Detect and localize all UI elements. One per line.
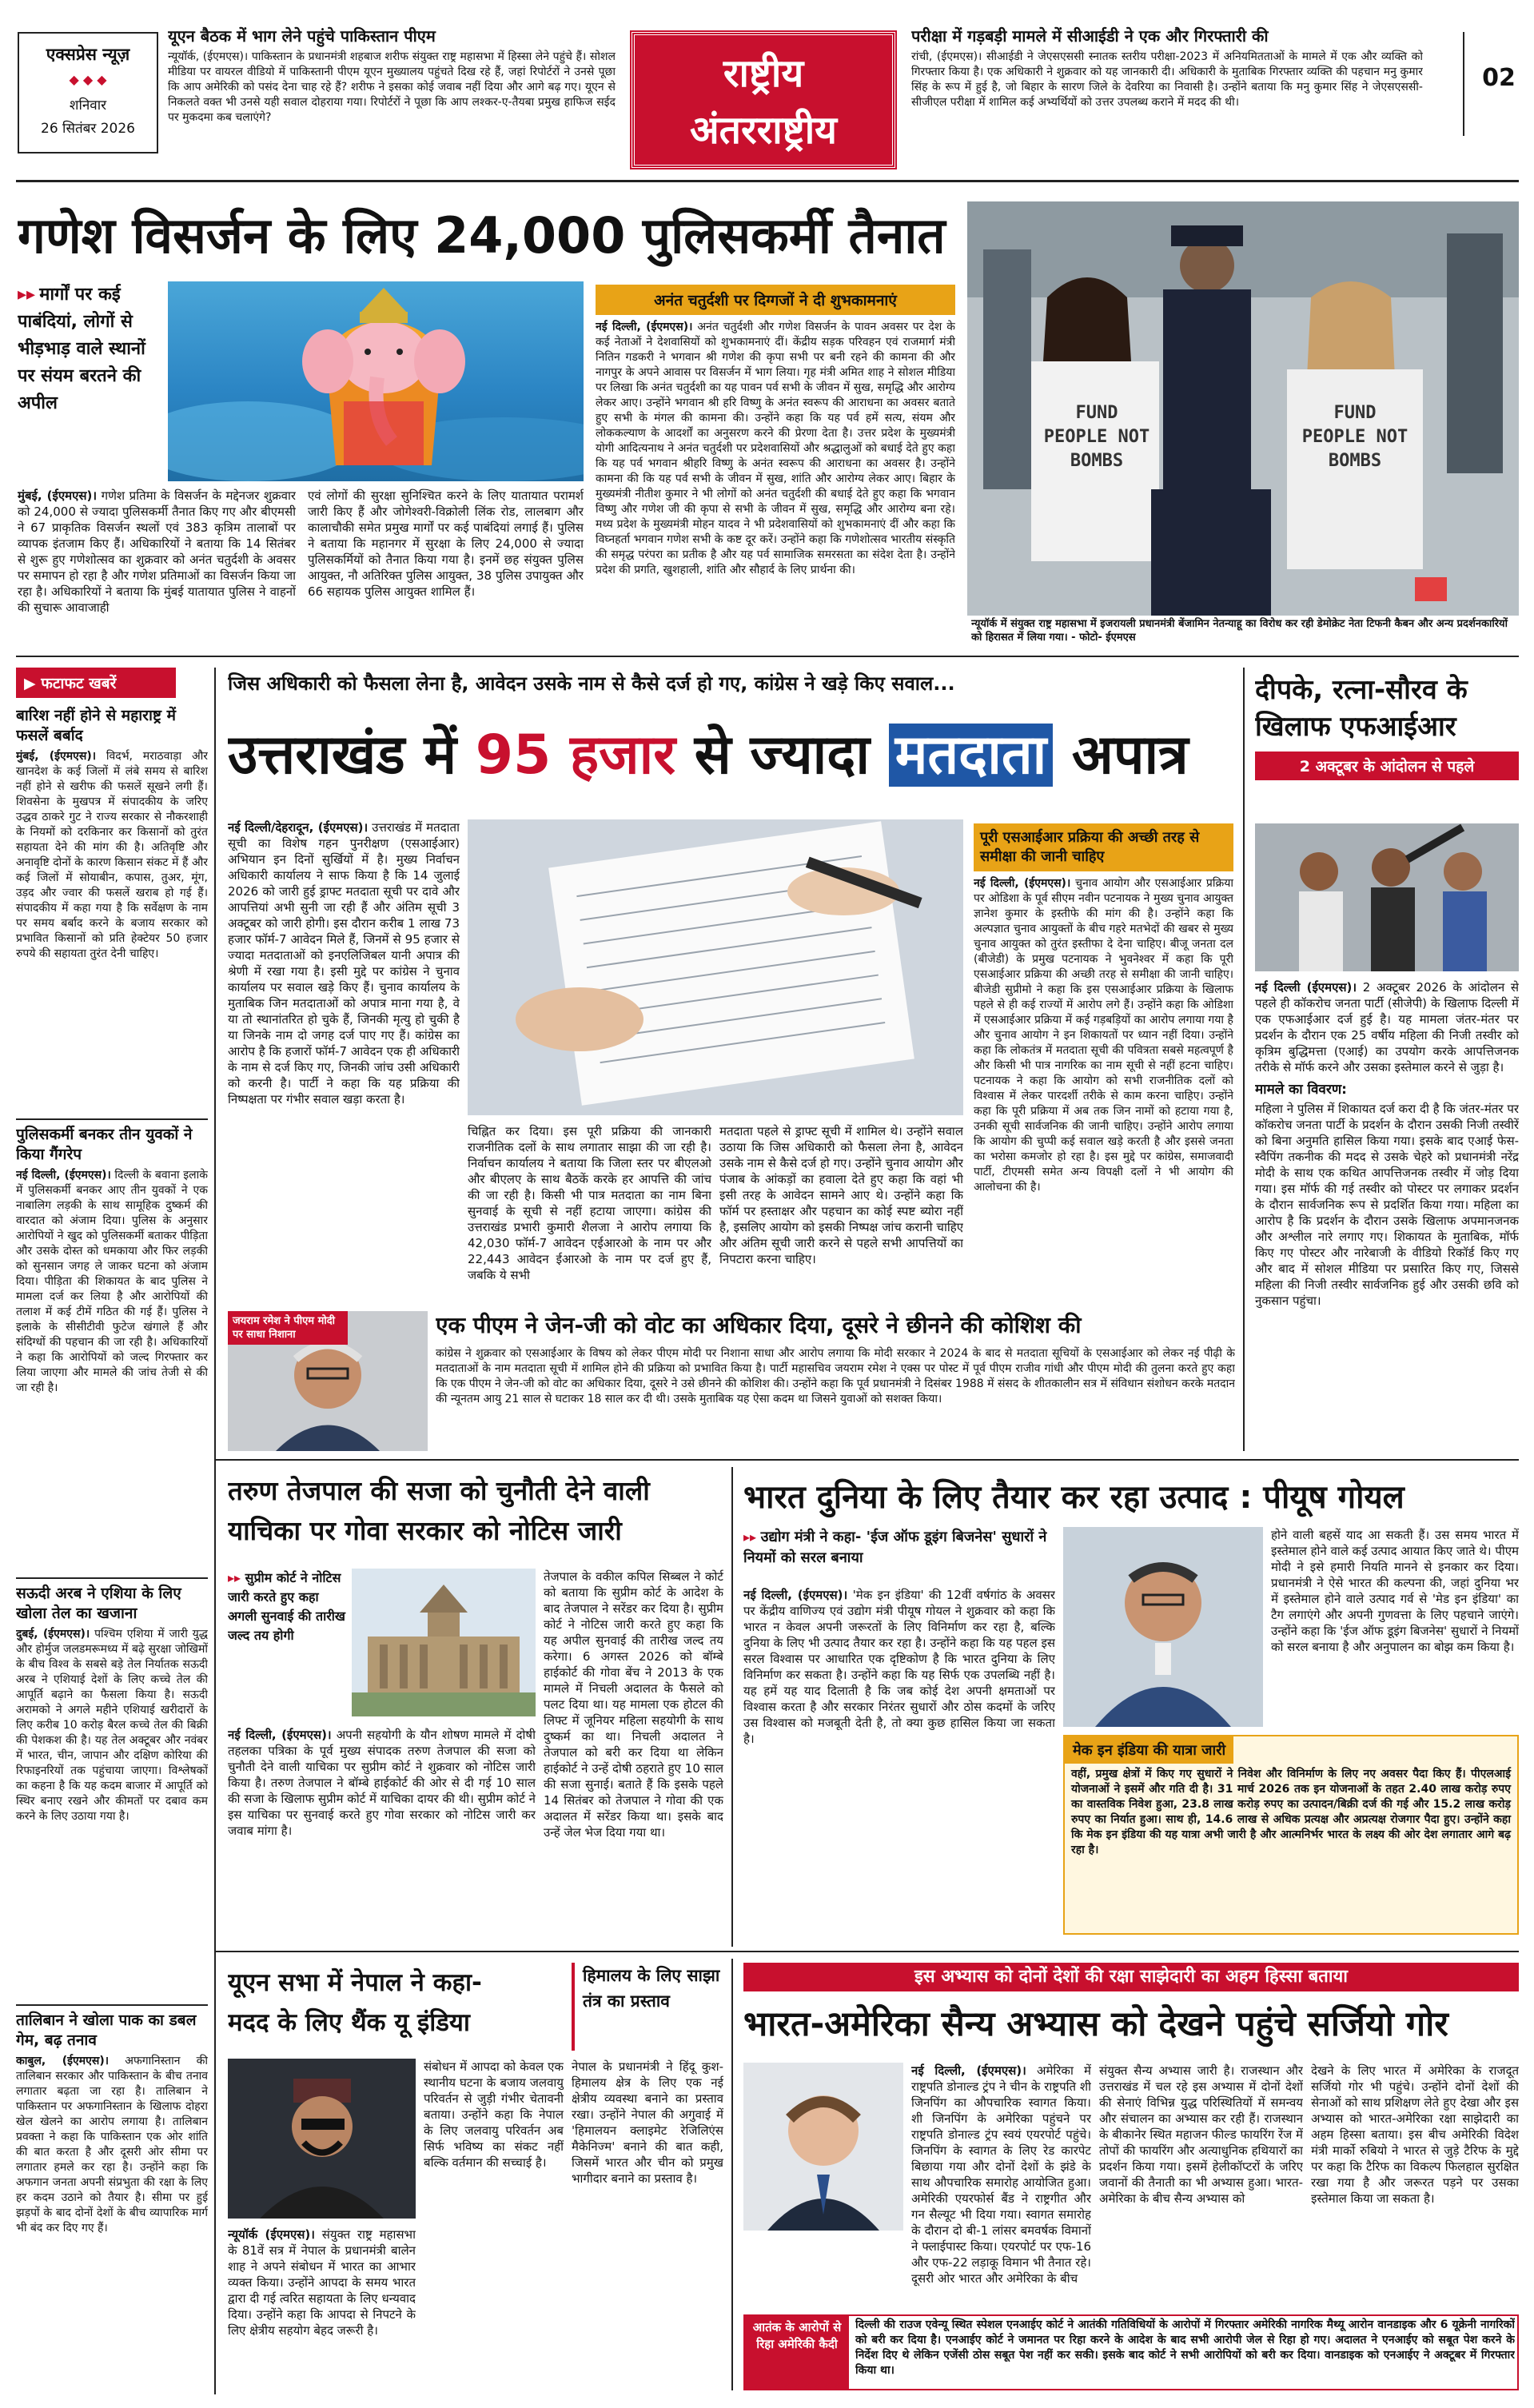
tejpal-body1: अपनी सहयोगी के यौन शोषण मामले में दोषी तहलका पत्रिका के पूर्व मुख्य संपादक तरुण तेजपाल की सजा को चुनौती देने वाली याचिका पर सुप्रीम कोर्ट ने शुक्रवार को नोटिस जारी किया है। तरुण तेजपाल ने बॉम्बे हाईकोर्ट की ओर से दी गई 10 साल की सजा के खिलाफ सुप्रीम कोर्ट में याचिका दायर की थी। सुप्रीम कोर्ट ने इस याचिका पर सुनवाई करते हुए गोवा सरकार को नोटिस जारी कर जवाब मांगा है। bbox=[228, 1728, 536, 1838]
fatafat-item-2-body: दिल्ली के बवाना इलाके में पुलिसकर्मी बनकर आए तीन युवकों ने एक नाबालिग लड़की के साथ सामूहिक दुष्कर्म की वारदात को अंजाम दिया। पुलिस के अनुसार आरोपियों ने खुद को पुलिसकर्मी बताकर पीड़िता और उसके दोस्त को धमकाया और फिर लड़की को सुनसान जगह ले जाकर घटना को अंजाम दिया। पीड़िता की शिकायत के बाद पुलिस ने मामला दर्ज कर लिया है और आरोपियों की तलाश में कई टीमें गठित की गई हैं। पुलिस ने इलाके के सीसीटीवी फुटेज खंगाले हैं और संदिग्धों की पहचान की जा रही है। अधिकारियों ने कहा कि आरोपियों को जल्द गिरफ्तार कर लिया जाएगा और मामले की जांच तेजी से की जा रही है। bbox=[16, 1169, 208, 1394]
nepal-side-headline bbox=[572, 1963, 723, 2051]
goyal-dateline: नई दिल्ली, (ईएमएस)। bbox=[743, 1588, 848, 1602]
nepal-side-headline-text: हिमालय के लिए साझा तंत्र का प्रस्ताव bbox=[583, 1966, 720, 2011]
tejpal-body-col1 bbox=[228, 1727, 536, 1935]
gor-dateline: नई दिल्ली, (ईएमएस)। bbox=[911, 2063, 1026, 2078]
uttarakhand-headline-d: मतदाता bbox=[889, 724, 1054, 787]
top-right-brief-body: रांची, (ईएमएस)। सीआईडी ने जेएसएससी स्नातक स्तरीय परीक्षा-2023 में अनियमितताओं के मामले में एक और व्यक्ति को गिरफ्तार किया है। एक अधिकारी ने शुक्रवार को यह जानकारी दी। अधिकारी के मुताबिक गिरफ्तार व्यक्ति की पहचान मनु कुमार सिंह के रूप में हुई है, जो बिहार के सारण जिले के देवरिया का निवासी है। उन्होंने बताया कि मनु कुमार सिंह ने जेएसएससी-सीजीएल परीक्षा में शामिल कई अभ्यर्थियों को उत्तर उपलब्ध कराने में मदद की थी। bbox=[911, 50, 1423, 109]
voter-form-photo bbox=[468, 819, 963, 1115]
uttarakhand-headline-c: से ज्यादा bbox=[694, 724, 871, 787]
jairam-photo-label: जयराम रमेश ने पीएम मोदी पर साधा निशाना bbox=[228, 1311, 348, 1345]
ganesh-idol-photo bbox=[168, 281, 584, 481]
ganesh-dateline: मुंबई, (ईएमएस)। bbox=[18, 488, 98, 503]
top-right-brief-headline: परीक्षा में गड़बड़ी मामले में सीआईडी ने एक और गिरफ्तारी की bbox=[911, 26, 1269, 46]
tejpal-body2: तेजपाल के वकील कपिल सिब्बल ने कोर्ट को बताया कि सुप्रीम कोर्ट के आदेश के बाद तेजपाल ने सरेंडर कर दिया है। सुप्रीम कोर्ट ने नोटिस जारी करते हुए कहा कि यह अपील सुनवाई की तारीख जल्द तय करेगा। 6 अगस्त 2026 को बॉम्बे हाईकोर्ट की गोवा बेंच ने 2013 के एक मामले में निचली अदालत के फैसले को पलट दिया था। यह मामला एक होटल की लिफ्ट में जूनियर महिला सहयोगी के साथ दुष्कर्म का था। निचली अदालत ने तेजपाल को बरी कर दिया था लेकिन हाईकोर्ट ने उन्हें दोषी ठहराते हुए 10 साल की सजा सुनाई। बताते हैं कि इसके पहले 14 सितंबर को तेजपाल ने गोवा की एक अदालत में सरेंडर किया था। इसके बाद उन्हें जेल भेज दिया गया था। bbox=[544, 1569, 723, 1840]
arrow-icon: ▸▸ bbox=[743, 1529, 761, 1545]
paper-name: एक्सप्रेस न्यूज़ bbox=[46, 45, 130, 64]
sergio-gor-photo bbox=[743, 2063, 903, 2231]
anant-headline: अनंत चतुर्दशी पर दिग्गजों ने दी शुभकामनाएं bbox=[596, 285, 955, 315]
fatafat-item-4-dateline: काबुल, (ईएमएस)। bbox=[16, 2055, 110, 2067]
fatafat-column bbox=[16, 668, 208, 2390]
tejpal-sidebar-text: सुप्रीम कोर्ट ने नोटिस जारी करते हुए कहा अगली सुनवाई की तारीख जल्द तय होगी bbox=[228, 1570, 345, 1643]
fatafat-item-3-dateline: दुबई, (ईएमएस)। bbox=[16, 1628, 90, 1641]
nepal-headline-line1: यूएन सभा में नेपाल ने कहा- bbox=[228, 1968, 482, 1997]
top-left-brief-headline: यूएन बैठक में भाग लेने पहुंचे पाकिस्तान पीएम bbox=[168, 26, 436, 46]
deepak-headline-block bbox=[1255, 672, 1519, 815]
goyal-portrait-illustration bbox=[1063, 1527, 1263, 1727]
balen-shah-portrait-illustration bbox=[228, 2059, 416, 2219]
goyal-body1: 'मेक इन इंडिया' की 12वीं वर्षगांठ के अवसर पर केंद्रीय वाणिज्य एवं उद्योग मंत्री पीयूष गोयल ने शुक्रवार को कहा कि भारत न केवल अपनी जरूरतों के लिए विनिर्माण कर रहा है, बल्कि दुनिया के लिए भी उत्पाद तैयार कर रहा है। उन्होंने कहा कि यह पहल इस सरल विश्वास पर आधारित एक दृष्टिकोण है कि भारत दुनिया के लिए विनिर्माण कर सकता है। उन्होंने कहा कि यह सिर्फ एक उपलब्धि नहीं है। यह हमें यह याद दिलाती है कि जब कोई देश अपनी क्षमताओं पर विश्वास करता है और सरकार निरंतर सुधारों और ठोस कदमों के जरिए उस विश्वास को मजबूती देती है, तो क्या कुछ हासिल किया जा सकता है। bbox=[743, 1588, 1055, 1746]
goyal-headline: भारत दुनिया के लिए तैयार कर रहा उत्पाद : पीयूष गोयल bbox=[743, 1479, 1405, 1516]
deepak-strap: 2 अक्टूबर के आंदोलन से पहले bbox=[1255, 752, 1519, 780]
gor-body2: संयुक्त सैन्य अभ्यास जारी है। राजस्थान और उत्तराखंड में चल रहे इस अभ्यास में दोनों देशों की सेनाएं विभिन्न युद्ध परिस्थितियों में समन्वय और संचालन का अभ्यास कर रही हैं। राजस्थान के बीकानेर स्थित महाजन फील्ड फायरिंग रेंज में तोपों की फायरिंग और अत्याधुनिक हथियारों का प्रदर्शन किया गया। इसमें हेलीकॉप्टरों के जरिए जवानों की तैनाती का भी अभ्यास हुआ। भारत-अमेरिका के बीच सैन्य अभ्यास को bbox=[1099, 2063, 1303, 2206]
fatafat-item-3-body: पश्चिम एशिया में जारी युद्ध और होर्मुज जलडमरूमध्य में बढ़े सुरक्षा जोखिमों के बीच विश्व के सबसे बड़े तेल निर्यातक सऊदी अरब ने एशियाई देशों के लिए कच्चे तेल की आपूर्ति बढ़ाने का फैसला किया है। सऊदी अरामको ने अगले महीने एशियाई खरीदारों के लिए करीब 10 करोड़ बैरल कच्चे तेल की बिक्री की पेशकश की है। यह तेल अक्टूबर और नवंबर में भारत, चीन, जापान और दक्षिण कोरिया की रिफाइनरियों तक पहुंचाया जाएगा। विश्लेषकों का कहना है कि यह कदम बाजार में आपूर्ति को स्थिर बनाए रखने और कीमतों पर दबाव कम करने के लिए उठाया गया है। bbox=[16, 1628, 208, 1823]
issue-day: शनिवार bbox=[69, 98, 107, 114]
ganesh-sidebar-text: मार्गों पर कई पाबंदियां, लोगों से भीड़भाड़ वाले स्थानों पर संयम बरतने की अपील bbox=[18, 285, 145, 413]
sergio-gor-portrait-illustration bbox=[743, 2063, 903, 2231]
uttarakhand-headline bbox=[228, 716, 1227, 803]
deepak-headline-line1: दीपके, रत्ना-सौरव के bbox=[1255, 674, 1468, 706]
uttarakhand-body3: मतदाता पहले से ड्राफ्ट सूची में शामिल थे। उन्होंने सवाल उठाया कि जिस अधिकारी को फैसला लेना है, आवेदन उसके नाम से कैसे दर्ज हो गए। उन्होंने चुनाव आयोग और पंजाब के आंकड़ों का हवाला देते हुए कहा कि वहां भी इसी तरह के आवेदन सामने आए थे। उन्होंने कहा कि फॉर्म पर हस्ताक्षर और पहचान का कोई स्पष्ट ब्योरा नहीं है, इसलिए आयोग को इसकी निष्पक्ष जांच करानी चाहिए और अंतिम सूची जारी करने से पहले सभी आपत्तियों का निपटारा करना चाहिए। bbox=[719, 1124, 963, 1266]
anant-body: अनंत चतुर्दशी और गणेश विसर्जन के पावन अवसर पर देश के कई नेताओं ने देशवासियों को शुभकामनाएं दीं। केंद्रीय सड़क परिवहन एवं राजमार्ग मंत्री नितिन गडकरी ने भगवान श्री गणेश की कृपा सभी पर बनी रहने की कामना की और नागपुर के अपने आवास पर विसर्जन में भाग लिया। गृह मंत्री अमित शाह ने सोशल मीडिया पर लिखा कि अनंत चतुर्दशी का यह पावन पर्व सभी के जीवन में सुख, समृद्धि और आरोग्य लेकर आए। उन्होंने भगवान श्री हरि विष्णु के अनंत स्वरूप की आराधना का अवसर बताते हुए सभी के मंगल की कामना की। उन्होंने कहा कि यह पर्व हमें सत्य, संयम और लोककल्याण के आदर्शों का अनुसरण करने की प्रेरणा देता है। उत्तर प्रदेश के मुख्यमंत्री योगी आदित्यनाथ ने अनंत चतुर्दशी पर प्रदेशवासियों और श्रद्धालुओं को बधाई देते हुए कहा कि यह पर्व भगवान श्रीहरि विष्णु के अनंत स्वरूप की आराधना का अवसर है। उन्होंने कामना की कि यह पर्व सभी के जीवन में सुख, शांति और आरोग्य लेकर आए। बिहार के मुख्यमंत्री नीतीश कुमार ने भी लोगों को अनंत चतुर्दशी की बधाई देते हुए कहा कि भगवान विष्णु और गणेश जी की कृपा से सभी के जीवन में सुख, समृद्धि और आरोग्य बना रहे। मध्य प्रदेश के मुख्यमंत्री मोहन यादव ने भी प्रदेशवासियों को शुभकामनाएं दीं और कहा कि विघ्नहर्ता भगवान गणेश सभी के कष्ट दूर करें। उन्होंने कहा कि गणेशोत्सव भारतीय संस्कृति की समृद्ध परंपरा का प्रतीक है और यह पर्व सामाजिक समरसता का संदेश देता है। उन्होंने प्रदेश की प्रगति, खुशहाली, शांति और सौहार्द के लिए प्रार्थना की। bbox=[596, 321, 955, 576]
ganesh-body-col1 bbox=[18, 488, 296, 648]
fatafat-item-2-headline: पुलिसकर्मी बनकर तीन युवकों ने किया गैंगरेप bbox=[16, 1126, 193, 1163]
nepal-headline-line2: मदद के लिए थैंक यू इंडिया bbox=[228, 2008, 470, 2037]
deepak-dateline: नई दिल्ली (ईएमएस)। bbox=[1255, 980, 1357, 995]
gor-kicker: इस अभ्यास को दोनों देशों की रक्षा साझेदारी का अहम हिस्सा बताया bbox=[743, 1963, 1519, 1991]
tejpal-sidebar bbox=[228, 1569, 348, 1720]
gor-body3: देखने के लिए भारत में अमेरिका के राजदूत सर्जियो गोर भी पहुंचे। उन्होंने दोनों देशों की सेनाओं को साथ प्रशिक्षण लेते हुए देखा और इस अभ्यास को भारत-अमेरिका रक्षा साझेदारी का अहम हिस्सा बताया। इस बीच अमेरिकी विदेश मंत्री मार्को रुबियो ने भारत से जुड़े टैरिफ के मुद्दे पर कहा कि टैरिफ का विकल्प फिलहाल सुरक्षित रखा गया है और जरूरत पड़ने पर उसका इस्तेमाल किया जा सकता है। bbox=[1311, 2063, 1519, 2206]
nepal-body-col1 bbox=[228, 2227, 416, 2386]
uttarakhand-headline-e: अपात्र bbox=[1071, 724, 1189, 787]
goyal-box-body: वहीं, प्रमुख क्षेत्रों में किए गए सुधारों ने निवेश और विनिर्माण के लिए नए अवसर पैदा किए हैं। पीएलआई योजनाओं ने इसमें और गति दी है। 31 मार्च 2026 तक इन योजनाओं के तहत 2.40 लाख करोड़ रुपए का वास्तविक निवेश हुआ, 23.8 लाख करोड़ रुपए का उत्पादन/बिक्री दर्ज की गई और 15.2 लाख करोड़ रुपए का निर्यात हुआ। साथ ही, 14.6 लाख से अधिक प्रत्यक्ष और अप्रत्यक्ष रोजगार पैदा हुए। उन्होंने कहा कि मेक इन इंडिया की यह यात्रा अभी जारी है और आत्मनिर्भर भारत के लक्ष्य की ओर देश लगातार आगे बढ़ रहा है। bbox=[1071, 1768, 1511, 1856]
page-number: 02 bbox=[1482, 64, 1516, 92]
uttarakhand-dateline: नई दिल्ली/देहरादून, (ईएमएस)। bbox=[228, 820, 369, 835]
sir-sidebar-dateline: नई दिल्ली, (ईएमएस)। bbox=[974, 877, 1071, 890]
anant-body-wrap bbox=[596, 320, 955, 578]
ganesh-sidebar bbox=[18, 281, 161, 481]
section-title-line2: अंतरराष्ट्रीय bbox=[689, 108, 838, 153]
uttarakhand-body1: उत्तराखंड में मतदाता सूची का विशेष गहन पुनरीक्षण (एसआईआर) अभियान इन दिनों सुर्खियों में है। मुख्य निर्वाचन अधिकारी कार्यालय ने साफ किया है कि 14 जुलाई 2026 को जारी हुई ड्राफ्ट मतदाता सूची पर दावे और आपत्तियां अभी सुनी जा रही हैं और अंतिम सूची 3 अक्टूबर को जारी होगी। इस दौरान करीब 1 लाख 73 हजार फॉर्म-7 आवेदन मिले हैं, जिनमें से 95 हजार से ज्यादा मतदाताओं को इनएलिजिबल यानी अपात्र की श्रेणी में रखा गया है। इसी मुद्दे पर कांग्रेस ने चुनाव कार्यालय पर सवाल खड़े किए हैं। चुनाव कार्यालय के मुताबिक जिन मतदाताओं को अपात्र माना गया है, वे या तो स्थानांतरित हो चुके हैं, जिनकी मृत्यु हो चुकी है या जिनके नाम दो जगह दर्ज पाए गए हैं। कांग्रेस का आरोप है कि हजारों फॉर्म-7 आवेदन एक ही अधिकारी के नाम से दर्ज किए गए, जिनकी जांच उसी अधिकारी को करनी है। पार्टी ने कहा कि यह प्रक्रिया की निष्पक्षता पर गंभीर सवाल खड़ा करता है। bbox=[228, 820, 460, 1106]
section-title-line1: राष्ट्रीय bbox=[723, 51, 804, 96]
fatafat-item-4-headline: तालिबान ने खोला पाक का डबल गेम, बढ़ तनाव bbox=[16, 2011, 197, 2049]
goyal-make-in-india-box bbox=[1063, 1735, 1519, 1935]
gor-prisoner-box bbox=[743, 2314, 1519, 2390]
tejpal-headline bbox=[228, 1471, 723, 1559]
uttarakhand-kicker: जिस अधिकारी को फैसला लेना है, आवेदन उसके नाम से कैसे दर्ज हो गए, कांग्रेस ने खड़े किए सवाल... bbox=[228, 672, 955, 695]
fatafat-item-3 bbox=[16, 1584, 208, 1999]
goyal-body-col2 bbox=[1271, 1527, 1519, 1727]
masthead-divider bbox=[16, 180, 1519, 182]
gor-body-col3 bbox=[1311, 2063, 1519, 2310]
ganesh-idol-illustration bbox=[168, 281, 584, 481]
ganesh-body-col2 bbox=[308, 488, 584, 648]
tejpal-headline-line1: तरुण तेजपाल की सजा को चुनौती देने वाली bbox=[228, 1475, 650, 1506]
deepak-body bbox=[1255, 979, 1519, 1451]
deepak-protest-illustration bbox=[1255, 823, 1519, 971]
jairam-headline: एक पीएम ने जेन-जी को वोट का अधिकार दिया, दूसरे ने छीनने की कोशिश की bbox=[436, 1312, 1082, 1338]
protest-photo bbox=[967, 201, 1519, 616]
arrow-icon: ▸▸ bbox=[18, 285, 36, 305]
goyal-body2: होने वाली बहसें याद आ सकती हैं। उस समय भारत में इस्तेमाल होने वाले कई उत्पाद आयात किए जाते थे। पीएम मोदी ने इसे हमारी नियति मानने से इनकार कर दिया। प्रधानमंत्री ने ऐसे भारत की कल्पना की, जहां दुनिया भर में इस्तेमाल होने वाले उत्पाद गर्व से 'मेड इन इंडिया' का टैग लगाएंगे और अपनी गुणवत्ता के लिए पहचाने जाएंगे। उन्होंने कहा कि 'ईज ऑफ डूइंग बिजनेस' सुधारों ने नियमों को सरल बनाया है और अनुपालन का बोझ कम किया है। bbox=[1271, 1528, 1519, 1654]
uttarakhand-body-col2 bbox=[468, 1123, 711, 1299]
protest-photo-caption: न्यूयॉर्क में संयुक्त राष्ट्र महासभा में इजरायली प्रधानमंत्री बेंजामिन नेतन्याहू का विरोध कर रही डेमोक्रेट नेता टिफनी कैबन और अन्य प्रदर्शनकारियों को हिरासत में लिया गया। - फोटो- ईएमएस bbox=[971, 618, 1508, 644]
fatafat-item-3-headline: सऊदी अरब ने एशिया के लिए खोला तेल का खजाना bbox=[16, 1585, 181, 1622]
sir-sidebar-body: चुनाव आयोग और एसआईआर प्रक्रिया पर ओडिशा के पूर्व सीएम नवीन पटनायक ने मुख्य चुनाव आयुक्त ज्ञानेश कुमार के इस्तीफे की मांग की है। उन्होंने कहा कि अल्पज्ञात चुनाव आयुक्तों के बीच गहरे मतभेदों की खबर से मुख्य चुनाव आयुक्त को तुरंत इस्तीफा दे देना चाहिए। बीजू जनता दल (बीजेडी) के प्रमुख पटनायक ने भुवनेश्वर में कहा कि पूरी एसआईआर प्रक्रिया की अच्छी तरह से समीक्षा की जानी चाहिए। बीजेडी सुप्रीमो ने कहा कि इस एसआईआर प्रक्रिया के खिलाफ पहले से ही कई राज्यों में आरोप लगे हैं। उन्होंने कहा कि ओडिशा में एसआईआर प्रक्रिया में कई गड़बड़ियों का आरोप लगाया गया है और चुनाव आयोग ने इन शिकायतों पर ध्यान नहीं दिया। उन्होंने कहा कि लोकतंत्र में मतदाता सूची की पवित्रता सबसे महत्वपूर्ण है और किसी भी पात्र नागरिक का नाम सूची से नहीं हटना चाहिए। पटनायक ने कहा कि आयोग को सभी राजनीतिक दलों को विश्वास में लेकर पारदर्शी तरीके से काम करना चाहिए। उन्होंने कहा कि पूरी प्रक्रिया में अब तक जिन नामों को हटाया गया है, उनकी सूची सार्वजनिक की जानी चाहिए। उन्होंने आरोप लगाया कि आयोग की चुप्पी कई सवाल खड़े करती है और इससे जनता का भरोसा कमजोर हो रहा है। इस मुद्दे पर कांग्रेस, समाजवादी पार्टी, टीएमसी समेत अन्य विपक्षी दलों ने भी आयोग की आलोचना की है। bbox=[974, 877, 1233, 1194]
sir-sidebar-headline: पूरी एसआईआर प्रक्रिया की अच्छी तरह से समीक्षा की जानी चाहिए bbox=[974, 823, 1233, 871]
nepal-body3: नेपाल के प्रधानमंत्री ने हिंदू कुश-हिमालय क्षेत्र के लिए एक नई क्षेत्रीय व्यवस्था बनाने का प्रस्ताव रखा। उन्होंने नेपाल की अगुवाई में 'हिमालयन क्लाइमेट रेजिलिएंस मैकेनिज्म' बनाने की बात कही, जिसमें भारत और चीन को प्रमुख भागीदार बनाने का प्रस्ताव है। bbox=[572, 2059, 723, 2186]
issue-date: 26 सितंबर 2026 bbox=[41, 121, 135, 137]
top-right-brief bbox=[911, 26, 1423, 163]
uttarakhand-body2: चिह्नित कर दिया। इस पूरी प्रक्रिया की जानकारी राजनीतिक दलों के साथ लगातार साझा की जा रही है। निर्वाचन कार्यालय ने बताया कि जिला स्तर पर बीएलओ और बीएलए के साथ बैठकें करके हर आपत्ति की जांच की जा रही है। किसी भी पात्र मतदाता का नाम बिना सुनवाई के सूची से नहीं हटाया जाएगा। कांग्रेस की उत्तराखंड प्रभारी कुमारी शैलजा ने आरोप लगाया कि 42,030 फॉर्म-7 आवेदन एईआरओ के नाम पर और 22,443 आवेदन ईआरओ के नाम पर दर्ज हुए हैं, जबकि ये सभी bbox=[468, 1124, 711, 1282]
top-left-brief-body: न्यूयॉर्क, (ईएमएस)। पाकिस्तान के प्रधानमंत्री शहबाज शरीफ संयुक्त राष्ट्र महासभा में हिस्सा लेने पहुंचे हैं। सोशल मीडिया पर वायरल वीडियो में पाकिस्तानी पीएम यूएन मुख्यालय पहुंचते दिख रहे हैं, जहां रिपोर्टरों ने उनसे पूछा कि आप अमेरिकी को पसंद देना चाह रहे हैं? शरीफ ने इसका कोई जवाब नहीं दिया और आगे बढ़ गए। यूएन से निकलते वक्त भी उनसे यही सवाल दोहराया गया। रिपोर्टरों ने पूछा कि आप लश्कर-ए-तैयबा प्रमुख हाफिज सईद पर मुकदमा कब चलाएंगे? bbox=[168, 50, 616, 124]
uttarakhand-body-col3 bbox=[719, 1123, 963, 1299]
tejpal-dateline: नई दिल्ली, (ईएमएस)। bbox=[228, 1728, 332, 1742]
nepal-body2: संबोधन में आपदा को केवल एक स्थानीय घटना के बजाय जलवायु परिवर्तन से जुड़ी गंभीर चेतावनी बताया। उन्होंने कहा कि नेपाल के लिए जलवायु परिवर्तन अब सिर्फ भविष्य का संकट नहीं बल्कि वर्तमान की सच्चाई है। bbox=[424, 2059, 564, 2170]
deepak-body1: 2 अक्टूबर 2026 के आंदोलन से पहले ही कॉकरोच जनता पार्टी (सीजेपी) के खिलाफ दिल्ली में एक एफआईआर दर्ज हुई है। यह मामला जंतर-मंतर पर प्रदर्शन के दौरान एक 25 वर्षीय महिला की निजी तस्वीर को कृत्रिम बुद्धिमत्ता (एआई) का उपयोग करके आपत्तिजनक तरीके से मॉर्फ करने और उसका इस्तेमाल करने से जुड़ा है। bbox=[1255, 980, 1519, 1074]
deepak-headline-line2: खिलाफ एफआईआर bbox=[1255, 711, 1456, 743]
shirt-text-left: FUND PEOPLE NOT BOMBS bbox=[1043, 403, 1150, 471]
goyal-photo bbox=[1063, 1527, 1263, 1727]
anant-dateline: नई दिल्ली, (ईएमएस)। bbox=[596, 321, 693, 333]
ganesh-body2: एवं लोगों की सुरक्षा सुनिश्चित करने के लिए यातायात परामर्श जारी किए हैं और जोगेश्वरी-विक्रोली लिंक रोड, लालबाग और कालाचौकी समेत प्रमुख मार्गों पर कई पाबंदियां लगाई हैं। पुलिस ने बताया कि महानगर में सुरक्षा के लिए 24,000 से ज्यादा पुलिसकर्मियों को तैनात किया गया है। इनमें छह संयुक्त पुलिस आयुक्त, नौ अतिरिक्त पुलिस आयुक्त, 38 पुलिस उपायुक्त और 66 सहायक पुलिस आयुक्त शामिल हैं। bbox=[308, 488, 584, 599]
nepal-dateline: न्यूयॉर्क (ईएमएस)। bbox=[228, 2227, 315, 2242]
fatafat-item-2 bbox=[16, 1125, 208, 1573]
uttarakhand-headline-b: 95 हजार bbox=[475, 724, 676, 787]
supreme-court-photo bbox=[352, 1569, 536, 1716]
fatafat-item-4 bbox=[16, 2011, 208, 2390]
fatafat-item-1 bbox=[16, 706, 208, 1114]
fatafat-item-4-body: अफगानिस्तान की तालिबान सरकार और पाकिस्तान के बीच तनाव लगातार बढ़ता जा रहा है। तालिबान ने पाकिस्तान पर अफगानिस्तान के खिलाफ दोहरा खेल खेलने का आरोप लगाया है। तालिबान प्रवक्ता ने कहा कि पाकिस्तान एक ओर शांति की बात करता है और दूसरी ओर सीमा पर लगातार हमले कर रहा है। उन्होंने कहा कि अफगान जनता अपनी संप्रभुता की रक्षा के लिए हर कदम उठाने को तैयार है। सीमा पर हुई झड़पों के बाद दोनों देशों के बीच व्यापारिक मार्ग भी बंद कर दिए गए हैं। bbox=[16, 2055, 208, 2235]
anant-box bbox=[596, 285, 955, 648]
flame-icon: ▶ bbox=[24, 675, 42, 692]
section-title-box bbox=[632, 32, 895, 168]
arrow-icon: ▸▸ bbox=[228, 1570, 245, 1585]
gor-box-body: दिल्ली की राउज एवेन्यू स्थित स्पेशल एनआईए कोर्ट ने आतंकी गतिविधियों के आरोपों में गिरफ्तार अमेरिकी नागरिक मैथ्यू आरोन वानडाइक और 6 यूक्रेनी नागरिकों को बरी कर दिया है। एनआईए कोर्ट ने जमानत पर रिहा करने के आदेश के बाद सभी आरोपी जेल से रिहा हो गए। अदालत ने एनआईए को सबूत पेश करने के निर्देश दिए थे लेकिन एजेंसी ठोस सबूत पेश नहीं कर सकी। इसके बाद कोर्ट ने सभी आरोपियों को बरी कर दिया। वानडाइक को एनआईए ने अक्टूबर में गिरफ्तार किया था। bbox=[855, 2318, 1515, 2377]
gor-body-col2 bbox=[1099, 2063, 1303, 2310]
goyal-sidebar-text: उद्योग मंत्री ने कहा- 'ईज ऑफ डूइंग बिजनेस' सुधारों ने नियमों को सरल बनाया bbox=[743, 1529, 1047, 1566]
jairam-body: कांग्रेस ने शुक्रवार को एसआईआर के विषय को लेकर पीएम मोदी पर निशाना साधा और आरोप लगाया कि मोदी सरकार ने 2024 के बाद से मतदाता सूचियों के एसआईआर को लेकर नई पीढ़ी के मतदाताओं के नाम मतदाता सूची में शामिल होने की प्रक्रिया को प्रभावित किया है। पार्टी महासचिव जयराम रमेश ने एक्स पर पोस्ट में पूर्व पीएम राजीव गांधी और पीएम मोदी की तुलना करते हुए कहा कि एक पीएम ने जेन-जी को वोट का अधिकार दिया, दूसरे ने उसे छीनने की कोशिश की। उन्होंने कहा कि पूर्व प्रधानमंत्री ने दिसंबर 1988 में संसद के शीतकालीन सत्र में संविधान संशोधन करके मतदान की न्यूनतम आयु 21 साल से घटाकर 18 साल कर दी थी। उसके मुताबिक यह ऐसा कदम था जिसने युवाओं को सशक्त किया। bbox=[436, 1347, 1235, 1405]
fatafat-item-1-headline: बारिश नहीं होने से महाराष्ट्र में फसलें बर्बाद bbox=[16, 707, 176, 744]
jairam-photo bbox=[228, 1311, 428, 1451]
deepak-protest-photo bbox=[1255, 823, 1519, 971]
fatafat-item-1-dateline: मुंबई, (ईएमएस)। bbox=[16, 750, 97, 763]
goyal-box-headline: मेक इन इंडिया की यात्रा जारी bbox=[1065, 1736, 1233, 1764]
nepal-body1: संयुक्त राष्ट्र महासभा के 81वें सत्र में नेपाल के प्रधानमंत्री बालेन शाह ने अपने संबोधन में भारत का आभार व्यक्त किया। उन्होंने आपदा के समय भारत द्वारा दी गई त्वरित सहायता के लिए धन्यवाद दिया। उन्होंने कहा कि आपदा से निपटने के लिए क्षेत्रीय सहयोग बेहद जरूरी है। bbox=[228, 2227, 416, 2338]
uttarakhand-body-col1 bbox=[228, 819, 460, 1299]
nepal-body-col3 bbox=[572, 2059, 723, 2386]
deepak-subhead: मामले का विवरण: bbox=[1255, 1082, 1347, 1098]
masthead-left-box bbox=[18, 32, 158, 153]
goyal-body-col1 bbox=[743, 1587, 1055, 1891]
fatafat-label-tab bbox=[16, 668, 176, 698]
uttarakhand-headline-a: उत्तराखंड में bbox=[228, 724, 457, 787]
gor-headline: भारत-अमेरिका सैन्य अभ्यास को देखने पहुंचे सर्जियो गोर bbox=[743, 2004, 1448, 2044]
top-left-brief bbox=[168, 26, 616, 163]
balen-shah-photo bbox=[228, 2059, 416, 2219]
supreme-court-illustration bbox=[352, 1569, 536, 1716]
gor-box-label: आतंक के आरोपों से रिहा अमेरिकी कैदी bbox=[745, 2316, 849, 2389]
fatafat-label: फटाफट खबरें bbox=[41, 675, 117, 692]
gor-body1: अमेरिका में राष्ट्रपति डोनाल्ड ट्रंप ने चीन के राष्ट्रपति शी जिनपिंग का औपचारिक स्वागत किया। शी जिनपिंग के अमेरिका पहुंचने पर राष्ट्रपति डोनाल्ड ट्रंप स्वयं एयरपोर्ट पहुंचे। जिनपिंग के स्वागत के लिए रेड कारपेट बिछाया गया और दोनों देशों के झंडे के साथ औपचारिक समारोह आयोजित हुआ। अमेरिकी एयरफोर्स बैंड ने राष्ट्रगीत और गन सैल्यूट भी दिया गया। स्वागत समारोह के दौरान दो बी-1 लांसर बमवर्षक विमानों ने फ्लाईपास्ट किया। एयरपोर्ट पर एफ-16 और एफ-22 लड़ाकू विमान भी तैनात रहे। दूसरी ओर भारत और अमेरिका के बीच bbox=[911, 2063, 1091, 2286]
goyal-sidebar bbox=[743, 1527, 1055, 1583]
shirt-text-right: FUND PEOPLE NOT BOMBS bbox=[1301, 403, 1408, 471]
nepal-headline bbox=[228, 1963, 564, 2051]
ganesh-body1: गणेश प्रतिमा के विसर्जन के मद्देनजर शुक्रवार को 24,000 से ज्यादा पुलिसकर्मी तैनात किए गए और बीएमसी ने 67 प्राकृतिक विसर्जन स्थलों एवं 383 कृत्रिम तालाबों पर व्यापक इंतजाम किए हैं। अधिकारियों ने बताया कि 14 सितंबर से शुरू हुए गणेशोत्सव का शुक्रवार को अनंत चतुर्दशी के अवसर पर समापन हो रहा है और गणेश प्रतिमाओं का विसर्जन किया जा रहा है। अधिकारियों ने बताया कि मुंबई यातायात पुलिस ने वाहनों की सुचारू आवाजाही bbox=[18, 488, 296, 615]
tejpal-body-col2 bbox=[544, 1569, 723, 1935]
diamond-ornament-icon: ◆ ◆ ◆ bbox=[69, 72, 107, 87]
nepal-body-col2 bbox=[424, 2059, 564, 2386]
deepak-body2: महिला ने पुलिस में शिकायत दर्ज करा दी है कि जंतर-मंतर पर कॉकरोच जनता पार्टी के प्रदर्शन के दौरान उसकी निजी तस्वीरें को बिना अनुमति हासिल किया गया। इसके बाद एआई फेस-स्वैपिंग तकनीक की मदद से उसके चेहरे को प्रधानमंत्री नरेंद्र मोदी के साथ एक कथित आपत्तिजनक तस्वीर में जोड़ दिया गया। इस मॉर्फ की गई तस्वीर को पोस्टर पर लगाकर प्रदर्शन के दौरान सार्वजनिक रूप से प्रदर्शित किया गया। महिला का आरोप है कि प्रदर्शन के दौरान उसके खिलाफ अपमानजनक और अश्लील नारे लगाए गए। शिकायत के मुताबिक, मॉर्फ किए गए पोस्टर और नारेबाजी के वीडियो रिकॉर्ड किए गए और बाद में सोशल मीडिया पर प्रसारित किए गए, जिससे महिला की निजी तस्वीर सार्वजनिक हुई और उसकी छवि को नुकसान पहुंचा। bbox=[1255, 1102, 1519, 1308]
gor-body-col1 bbox=[911, 2063, 1091, 2310]
tejpal-headline-line2: याचिका पर गोवा सरकार को नोटिस जारी bbox=[228, 1515, 622, 1546]
ganesh-headline: गणेश विसर्जन के लिए 24,000 पुलिसकर्मी तैनात bbox=[18, 206, 946, 265]
fatafat-item-1-body: विदर्भ, मराठवाड़ा और खानदेश के कई जिलों में लंबे समय से बारिश नहीं होने से खरीफ की फसलें सूखने लगी हैं। शिवसेना के मुखपत्र में संपादकीय के जरिए उद्धव ठाकरे गुट ने राज्य सरकार से नौकरशाही के नियमों को दरकिनार कर किसानों को तुरंत सहायता देने की मांग की है। अतिवृष्टि और अनावृष्टि दोनों के कारण किसान संकट में हैं और कई जिलों में सोयाबीन, कपास, तुअर, मूंग, उड़द और ज्वार की फसलें खराब हो गई हैं। संपादकीय में कहा गया है कि सर्वेक्षण के नाम पर समय बर्बाद करने के बजाय सरकार को प्रभावित किसानों को प्रति हेक्टेयर 50 हजार रुपये की सहायता तुरंत देनी चाहिए। bbox=[16, 750, 208, 960]
voter-form-illustration bbox=[468, 819, 963, 1115]
fatafat-item-2-dateline: नई दिल्ली, (ईएमएस)। bbox=[16, 1169, 111, 1182]
